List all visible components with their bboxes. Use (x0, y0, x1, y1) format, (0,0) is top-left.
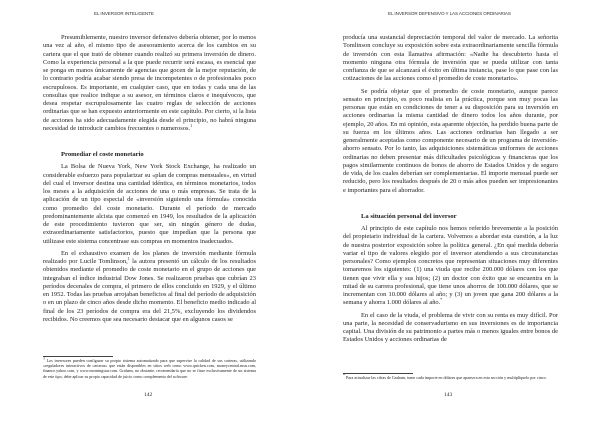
paragraph: producía una sustancial depreciación temporal del valor de mercado. La señorita Tomlinson concluye su exposición sobre esta extraordinariamente sencilla fórmula de inversión con esta llamativa afirmación: «Nadie ha descubierto hasta el momento ninguna otra fórmula de inversión que se pueda utilizar con tanta confianza de que se alcanzará el éxito en última instancia, pase lo que pase con las cotizaciones de las acciones como el promedio de coste monetario». (343, 34, 558, 83)
paragraph-text: la autora presentó un cálculo de los resultados obtenidos mediante el promedio de coste monetario en el grupo de acciones que integraban el índice industrial Dow Jones. Se realizaron pruebas que cubrían 23 períodos decenales de compra, el primero de ellos concluido en 1929, y el último en 1952. Todas las pruebas arrojaban beneficios al final del período de adquisición o en un plazo de cinco años desde dicho momento. El beneficio medio indicado al final de los 23 períodos de compra era del 21,5%, excluyendo los dividendos recibidos. No creemos que sea necesario destacar que en algunos casos se (43, 258, 256, 323)
footnote-marker: * (440, 297, 443, 303)
paragraph: Se podría objetar que el promedio de coste monetario, aunque parece sensato en principio, es poco realista en la práctica, porque son muy pocas las personas que están en condiciones de tener a su disposición para su inversión en acciones ordinarias la misma cantidad de dinero todos los años durante, por ejemplo, 20 años. En mi opinión, esta aparente objeción, ha perdido buena parte de su fuerza en los últimos años. Las acciones ordinarias han llegado a ser generalmente aceptadas como componente necesario de un programa de inversión-ahorro sensato. Por lo tanto, las adquisiciones sistemáticas uniformes de acciones ordinarias no deben presentar más dificultades psicológicas y financieras que los pagos similarmente continuos de bonos de ahorro de Estados Unidos y de seguro de vida, de los cuales deberían ser complementarias. El importe mensual puede ser reducido, pero los resultados después de 20 o más años pueden ser impresionantes e importantes para el ahorrador. (343, 87, 558, 194)
page-body (343, 34, 558, 345)
footnote-marker: * (343, 372, 345, 378)
footnote-marker: 1 (190, 122, 193, 128)
paragraph: La Bolsa de Nueva York, New York Stock Exchange, ha realizado un considerable esfuerzo para popularizar su «plan de compras mensuales», en virtud del cual el inversor destina una cantidad idéntica, en términos monetarios, todos los meses a la adquisición de acciones de una o más empresas. Se trata de la aplicación de un tipo especial de «inversión siguiendo una fórmula» conocida como promedio del coste monetario. Durante el período de mercado predominantemente alcista que comenzó en 1949, los resultados de la aplicación de este procedimiento tuvieron que ser, sin ningún género de dudas, extraordinariamente satisfactorios, puesto que impedían que la persona que utilizase este sistema concentrase sus compras en momentos inadecuados. (43, 163, 256, 245)
page-number: 142 (144, 392, 153, 398)
right-page (300, 0, 600, 424)
footnote-marker: 1 (127, 255, 130, 261)
paragraph (343, 225, 558, 308)
footnote-divider (43, 356, 113, 357)
paragraph: En el caso de la viuda, el problema de vivir con su renta es muy difícil. Por una parte, la necesidad de conservadurismo en sus inversiones es de importancia capital. Una división de su patrimonio a partes más o menos iguales entre bonos de Estados Unidos y acciones ordinarias de (343, 311, 558, 344)
running-header: EL INVERSOR DEFENSIVO Y LAS ACCIONES ORDINARIAS (388, 11, 511, 16)
paragraph (43, 250, 256, 324)
footnote (43, 355, 256, 379)
footnote-text: Los inversores pueden configurar su propio sistema automatizado para que supervise la calidad de sus carteras, utilizando «reguladores interactivos de carteras» que están disponibles en sitios web como www.quicken.com, moneycentral.msn.com, finance.yahoo.com, y www.morningstar.com. Graham, no obstante, recomendaría que no se fiase exclusivamente de un sistema de este tipo, debe aplicar su propia capacidad de juicio como complemento del software. (43, 358, 256, 379)
footnote-text: Para actualizar las cifras de Graham, tome cada importe en dólares que aparezca en esta sección y multiplíquelo por cinco. (346, 375, 547, 380)
footnote (343, 372, 558, 380)
page-body (43, 34, 256, 324)
page-number: 143 (444, 392, 453, 398)
paragraph-text: En el exhaustivo examen de los planes de inversión mediante fórmula realizado por Lucile Tomlinson, (43, 249, 256, 265)
paragraph-text: Al principio de este capítulo nos hemos referido brevemente a la posición del propietario individual de la cartera. Volvemos a abordar esta cuestión, a la luz de nuestra posterior exposición sobre la política general. ¿En qué medida debería variar el tipo de valores elegido por el inversor atendiendo a sus circunstancias personales? Como ejemplos concretos que representan situaciones muy diferentes tomaremos los siguientes: (1) una viuda que recibe 200.000 dólares con los que tienen que vivir ella y sus hijos; (2) un doctor con éxito que se encuentra en la mitad de su carrera profesional, que tiene unos ahorros de 100.000 dólares, que se incrementan con 10.000 dólares al año; y (3) un joven que gana 200 dólares a la semana y ahorra 1.000 dólares al año. (343, 225, 558, 307)
paragraph (43, 34, 256, 133)
paragraph-text: Presumiblemente, nuestro inversor defensivo debería obtener, por lo menos una vez al año, el mismo tipo de asesoramiento acerca de los cambios en su cartera que el que trató de obtener cuando realizó su primera inversión de dinero. Como la experiencia personal a la que puede recurrir será escasa, es esencial que se ponga en manos únicamente de agencias que gocen de la mejor reputación, de lo contrario podría acabar siendo presa de incompetentes o de profesionales poco escrupulosos. Es importante, en cualquier caso, que en todas y cada una de las consultas que realice indique a su asesor, en términos claros e inequívocos, que desea respetar escrupulosamente las cuatro reglas de selección de acciones ordinarias que se han expuesto anteriormente en este capítulo. Por cierto, si la lista de acciones ha sido adecuadamente elegida desde el principio, no habrá ninguna necesidad de introducir cambios frecuentes o numerosos. (43, 34, 256, 132)
section-heading: La situación personal del inversor (361, 212, 457, 220)
footnote-divider (343, 373, 413, 374)
running-header: EL INVERSOR INTELIGENTE (94, 11, 154, 16)
section-heading: Promediar el coste monetario (61, 151, 144, 158)
footnote-marker: 1 (43, 355, 45, 361)
